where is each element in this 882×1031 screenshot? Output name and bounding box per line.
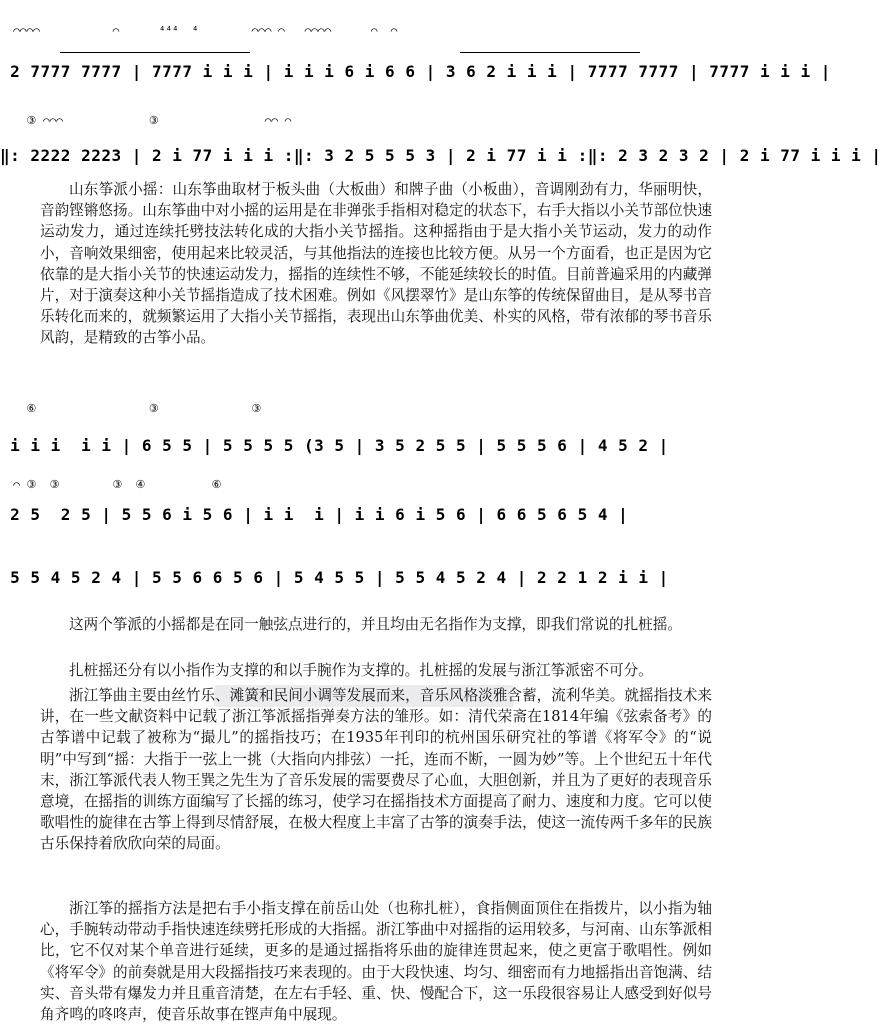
score-2-row-3-notes: 5 5 4 5 2 4 | 5 5 6 6 5 6 | 5 4 5 5 | 5 5 4 5 2 4 | 2 2 1 2 i i | [0,568,669,587]
score-2-row-1-ornaments: ⑥ ③ ③ [0,402,262,415]
score-1-row-2-ornaments: ③ ⌒⌒⌒ ③ ⌒⌒ ⌒ [0,114,292,127]
score-2-row-2-notes: 2 5 2 5 | 5 5 6 i 5 6 | i i i | i i 6 i 5 6 | 6 6 5 6 5 4 | [0,505,629,524]
score-2-row-1-notes: i i i i i | 6 5 5 | 5 5 5 5 (3 5 | 3 5 2 5 5 | 5 5 5 6 | 4 5 2 | [0,436,669,455]
paragraph-anchored-tremolo: 这两个筝派的小摇都是在同一触弦点进行的，并且均由无名指作为支撑，即我们常说的扎桩摇。 [69,616,682,633]
paragraph-anchored-tremolo-types: 扎桩摇还分有以小指作为支撑的和以手腕作为支撑的。扎桩摇的发展与浙江筝派密不可分。 [69,662,653,679]
score-1-row-1-notes: 2 7777 7777 | 7777 i i i | i i i 6 i 6 6 | 3 6 2 i i i | 7777 7777 | 7777 i i i | [0,62,831,81]
paragraph-shandong-small-tremolo: 山东筝派小摇：山东筝曲取材于板头曲（大板曲）和牌子曲（小板曲），音调刚劲有力，华丽明快，音韵铿锵悠扬。山东筝曲中对小摇的运用是在非弹张手指相对稳定的状态下，右手大指以小关节部位快速运动发力，通过连续托劈技法转化成的大指小关节摇指。这种摇指由于是大指小关节运动，发力的动作小，音响效果细密，使用起来比较灵活，与其他指法的连接也比较方便。从另一个方面看，也正是因为它依靠的是大指小关节的快速运动发力，摇指的连续性不够，不能延续较长的时值。目前普遍采用的内藏弹片，对于演奏这种小关节摇指造成了技术困难。例如《风摆翠竹》是山东筝的传统保留曲目，是从琴书音乐转化而来的，就频繁运用了大指小关节摇指，表现出山东筝曲优美、朴实的风格，带有浓郁的琴书音乐风韵，是精致的古筝小品。 [40,181,712,347]
score-1-row-1-ornaments: ⌒⌒⌒⌒ ⌒ ⁴⁴⁴ ⁴ ⌒⌒⌒ ⌒ ⌒⌒⌒⌒ ⌒ ⌒ [0,24,398,37]
paragraph-zhejiang-history: 浙江筝曲主要由丝竹乐、滩簧和民间小调等发展而来，音乐风格淡雅含蓄，流利华美。就摇指技术来讲，在一些文献资料中记载了浙江筝派摇指弹奏方法的雏形。如：清代荣斋在1814年编《弦索备考》的古筝谱中记载了被称为“撮儿”的摇指技巧；在1935年刊印的杭州国乐研究社的筝谱《将军令》的“说明”中写到“摇：大指于一弦上一挑（大指向内排弦）一托，连而不断，一圆为妙”等。上个世纪五十年代末，浙江筝派代表人物王巽之先生为了音乐发展的需要费尽了心血，大胆创新，并且为了更好的表现音乐意境，在摇指的训练方面编写了长摇的练习，使学习在摇指技术方面提高了耐力、速度和力度。它可以使歌唱性的旋律在古筝上得到尽情舒展，在极大程度上丰富了古筝的演奏手法，使这一流传两千多年的民族古乐保持着欣欣向荣的局面。 [40,687,712,853]
score-2-row-2-ornaments: ⌒ ③ ③ ③ ④ ⑥ [0,478,222,491]
score-1-row-2-notes: ‖: 2222 2223 | 2 i 77 i i i :‖: 3 2 5 5 5 3 | 2 i 77 i i :‖: 2 3 2 3 2 | 2 i 77 i i i | [0,146,882,165]
score-1-beam-line [60,52,250,53]
paragraph-zhejiang-technique: 浙江筝的摇指方法是把右手小指支撑在前岳山处（也称扎桩），食指侧面顶住在指拨片，以小指为轴心，手腕转动带动手指快速连续劈托形成的大指摇。浙江筝曲中对摇指的运用较多，与河南、山东筝派相比，它不仅对某个单音进行延续，更多的是通过摇指将乐曲的旋律连贯起来，使之更富于歌唱性。例如《将军令》的前奏就是用大段摇指技巧来表现的。由于大段快速、均匀、细密而有力地摇指出音饱满、结实、音头带有爆发力并且重音清楚，在左右手轻、重、快、慢配合下，这一乐段很容易让人感受到好似号角齐鸣的咚咚声，使音乐故事在铿声角中展现。 [40,900,712,1024]
score-1-beam-line [460,52,640,53]
notation-score-1 [0,22,882,172]
notation-score-2 [0,400,728,600]
